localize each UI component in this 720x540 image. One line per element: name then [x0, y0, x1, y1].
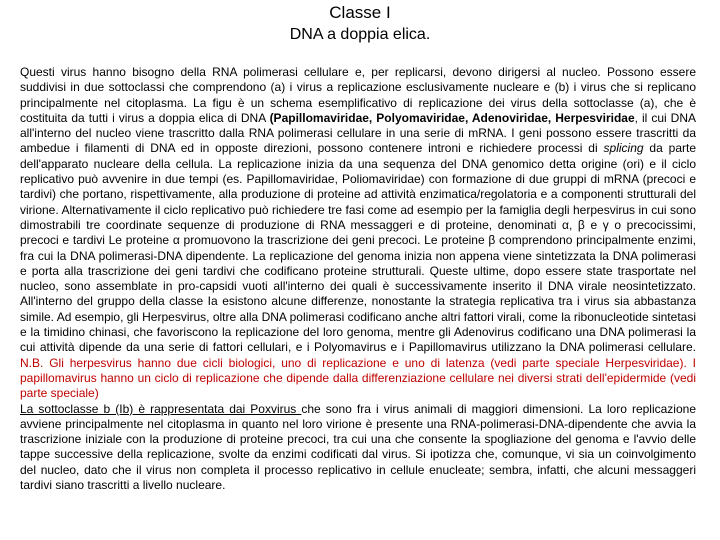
paragraph-subclass-a: [20, 65, 696, 402]
subclass-b-underlined: La sottoclasse b (Ib) è rappresentata dai Poxvirus: [20, 401, 302, 416]
paragraph-subclass-b: [20, 402, 696, 494]
splicing-italic: splicing: [603, 141, 644, 156]
paragraph-text: che sono fra i virus animali di maggiori dimensioni. La loro replicazione avviene principalmente nel citoplasma in quanto nel loro virione è presente una RNA-polimerasi-DNA-dipendente che avvia la trascrizione iniziale con la produzione di proteine precoci, tra cui una che consente la spogliazione del genoma e l'avvio delle tappe successive della replicazione, svolte da enzimi codificati dal virus. Si ipotizza che, comunque, vi sia un coinvolgimento del nucleo, dato che il virus non completa il processo replicativo in cellule enucleate; sembra, infatti, che alcuni messaggeri tardivi siano trascritti a livello nucleare.: [20, 401, 696, 493]
page-title: Classe I: [329, 3, 391, 22]
document-body: [20, 65, 696, 493]
virus-families-bold: (Papillomaviridae, Polyomaviridae, Adenoviridae, Herpesviridae: [269, 110, 635, 125]
page-subtitle: DNA a doppia elica.: [289, 26, 431, 43]
paragraph-text: Questi virus hanno bisogno della RNA polimerasi cellulare e, per replicarsi, devono dirigersi al nucleo. Possono essere suddivisi in due sottoclassi che comprendono (a) i virus a replicazione esclusivamente nucleare e (b) i virus che si replicano principalmente nel citoplasma. La figu è un schema esemplificativo di replicazione dei virus della sottoclasse (a), che è costituita da tutti i virus a doppia elica di DNA: [20, 65, 696, 125]
paragraph-text: , il cui DNA all'interno del nucleo viene trascritto dalla RNA polimerasi cellulare in una serie di mRNA. I geni possono essere trascritti da ambedue i filamenti di DNA ed in opposte direzioni, possono contenere introni e richiedere processi di: [20, 110, 696, 156]
note-red: N.B. Gli herpesvirus hanno due cicli biologici, uno di replicazione e uno di latenza (vedi parte speciale Herpesviridae). I papillomavirus hanno un ciclo di replicazione che dipende dalla differenziazione cellulare nei diversi strati dell'epidermide (vedi parte speciale): [20, 355, 696, 401]
paragraph-text: da parte dell'apparato nucleare della cellula. La replicazione inizia da una sequenza del DNA genomico detta origine (ori) e il ciclo replicativo può avvenire in due tempi (es. Papillomaviridae, Poliomaviridae) con formazione di due gruppi di mRNA (precoci e tardivi) che portano, rispettivamente, alla produzione di proteine ad attività enzimatica/regolatoria e a componenti strutturali del virione. Alternativamente il ciclo replicativo può richiedere tre fasi come ad esempio per la famiglia degli herpesvirus in cui sono dimostrabili tre coordinate sequenze di produzione di RNA messaggeri e di proteine, denominati α, β e γ o precocissimi, precoci e tardivi Le proteine α promuovono la trascrizione dei geni precoci. Le proteine β comprendono principalmente enzimi, fra cui la DNA polimerasi-DNA dipendente. La replicazione del genoma inizia non appena viene sintetizzata la DNA polimerasi e porta alla trascrizione dei geni tardivi che codificano proteine strutturali. Queste ultime, dopo essere state trasportate nel nucleo, sono assemblate in pro-capsidi vuoti all'interno dei quali è successivamente inserito il DNA virale neosintetizzato. All'interno del gruppo della classe Ia esistono alcune differenze, nonostante la strategia replicativa tra i virus sia abbastanza simile. Ad esempio, gli Herpesvirus, oltre alla DNA polimerasi codificano anche altri fattori virali, come la ribonucleotide sintetasi e la timidino chinasi, che favoriscono la replicazione del loro genoma, mentre gli Adenovirus codificano una DNA polimerasi la cui attività dipende da una serie di fattori cellulari, e i Polyomavirus e i Papillomavirus utilizzano la DNA polimerasi cellulare.: [20, 141, 696, 355]
